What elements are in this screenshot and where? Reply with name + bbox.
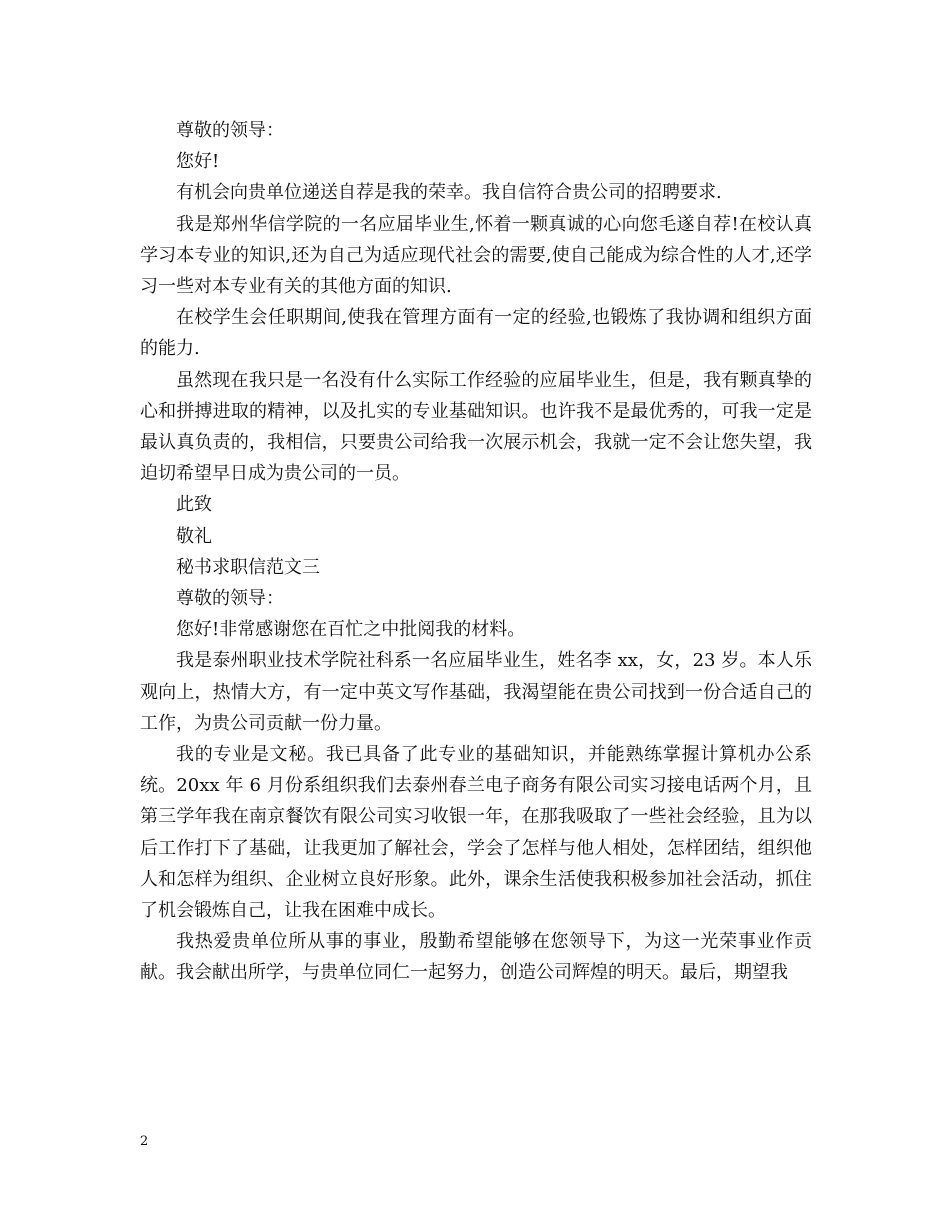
paragraph: 我热爱贵单位所从事的事业，殷勤希望能够在您领导下，为这一光荣事业作贡献。我会献出所学，与贵单位同仁一起努力，创造公司辉煌的明天。最后，期望我 [140, 931, 812, 984]
greeting: 您好!非常感谢您在百忙之中批阅我的材料。 [176, 619, 526, 641]
paragraph: 我的专业是文秘。我已具备了此专业的基础知识，并能熟练掌握计算机办公系统。20xx 年 6 月份系组织我们去泰州春兰电子商务有限公司实习接电话两个月，且第三学年我在南京餐饮有限公司实习收银一年，在那我吸取了一些社会经验，且为以后工作打下了基础，让我更加了解社会，学会了怎样与他人相处，怎样团结，组织他人和怎样为组织、企业树立良好形象。此外，课余生活使我积极参加社会活动，抓住了机会锻炼自己，让我在困难中成长。 [140, 744, 812, 922]
section-title: 秘书求职信范文三 [176, 556, 320, 578]
closing-line: 敬礼 [176, 525, 212, 547]
paragraph: 虽然现在我只是一名没有什么实际工作经验的应届毕业生，但是，我有颗真挚的心和拼搏进取的精神，以及扎实的专业基础知识。也许我不是最优秀的，可我一定是最认真负责的，我相信，只要贵公司给我一次展示机会，我就一定不会让您失望，我迫切希望早日成为贵公司的一员。 [140, 369, 812, 485]
greeting: 您好! [176, 151, 220, 173]
page-number: 2 [140, 1134, 149, 1149]
salutation: 尊敬的领导： [176, 120, 284, 141]
letter-body [140, 115, 812, 989]
closing-line: 此致 [176, 494, 212, 516]
paragraph: 在校学生会任职期间,使我在管理方面有一定的经验,也锻炼了我协调和组织方面的能力. [140, 307, 812, 360]
paragraph: 我是泰州职业技术学院社科系一名应届毕业生，姓名李 xx，女，23 岁。本人乐观向上，热情大方，有一定中英文写作基础，我渴望能在贵公司找到一份合适自己的工作，为贵公司贡献一份力量。 [140, 650, 812, 734]
paragraph: 有机会向贵单位递送自荐是我的荣幸。我自信符合贵公司的招聘要求. [176, 182, 722, 204]
salutation: 尊敬的领导： [176, 588, 284, 610]
paragraph: 我是郑州华信学院的一名应届毕业生,怀着一颗真诚的心向您毛遂自荐!在校认真学习本专业的知识,还为自己为适应现代社会的需要,使自己能成为综合性的人才,还学习一些对本专业有关的其他方面的知识. [140, 213, 812, 298]
